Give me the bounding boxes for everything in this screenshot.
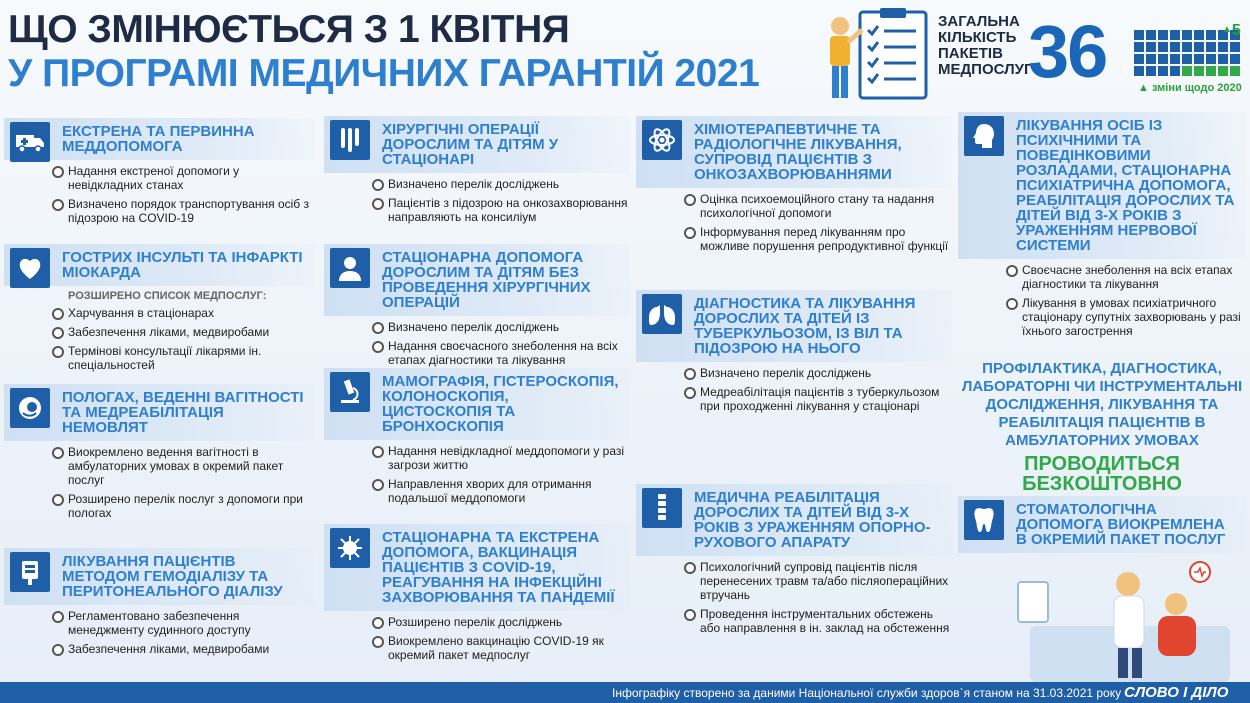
doctor-patient-illustration xyxy=(1010,556,1246,682)
bullet-item: Визначено перелік досліджень xyxy=(372,320,630,334)
bullet-item: Виокремлено ведення вагітності в амбулаторних умовах в окремий пакет послуг xyxy=(52,445,314,487)
free-services-highlight: ПРОВОДИТЬСЯ БЕЗКОШТОВНО xyxy=(1022,453,1182,495)
section-header xyxy=(324,524,630,611)
bullet-item: Медреабілітація пацієнтів з туберкульозом при проходженні лікування у стаціонарі xyxy=(684,385,952,413)
package-cell xyxy=(1146,42,1156,52)
virus-icon xyxy=(330,528,370,568)
package-cell xyxy=(1146,30,1156,40)
package-cell xyxy=(1218,42,1228,52)
bullet-item: Направлення хворих для отримання подальшої меддопомоги xyxy=(372,477,630,505)
package-cell xyxy=(1218,54,1228,64)
checklist-illustration-icon xyxy=(818,6,930,102)
bullet-list xyxy=(636,556,952,635)
section-header xyxy=(324,116,630,173)
bullet-list xyxy=(4,302,314,372)
bullet-list xyxy=(324,173,630,224)
bullet-list xyxy=(4,441,314,520)
section-header xyxy=(4,244,314,286)
spine-icon xyxy=(642,488,682,528)
section-title: ДІАГНОСТИКА ТА ЛІКУВАННЯ ДОРОСЛИХ ТА ДІТЕЙ ІЗ ТУБЕРКУЛЬОЗОМ, ІЗ ВІЛ ТА ПІДОЗРОЮ НА НЬОГО xyxy=(694,295,916,357)
bullet-item: Харчування в стаціонарах xyxy=(52,306,314,320)
package-cell xyxy=(1134,66,1144,76)
package-cell xyxy=(1170,42,1180,52)
new-packages-count: 5 xyxy=(1231,22,1241,39)
package-cell xyxy=(1206,54,1216,64)
bullet-item: Надання невідкладної меддопомоги у разі загрози життю xyxy=(372,444,630,472)
bullet-item: Виокремлено вакцинацію COVID-19 як окремий пакет медпослуг xyxy=(372,634,630,662)
bullet-list xyxy=(958,259,1246,338)
total-label-line: ЗАГАЛЬНА xyxy=(938,13,1020,30)
bullet-list xyxy=(4,160,314,225)
total-label-line: МЕДПОСЛУГ xyxy=(938,61,1033,78)
new-packages-badge xyxy=(1222,22,1241,40)
section-header xyxy=(324,244,630,316)
package-cell xyxy=(1146,54,1156,64)
bullet-item: Розширено перелік досліджень xyxy=(372,615,630,629)
total-label-line: ПАКЕТІВ xyxy=(938,45,1003,62)
bullet-item: Лікування в умовах психіатричного стаціонару супутніх захворювань у разі їхнього загострення xyxy=(1006,296,1246,338)
package-cell xyxy=(1158,30,1168,40)
brand-logo: СЛОВО І ДІЛО xyxy=(1124,684,1229,701)
section-title: ЕКСТРЕНА ТА ПЕРВИННА МЕДДОПОМОГА xyxy=(62,123,255,155)
package-cell xyxy=(1170,30,1180,40)
package-cell xyxy=(1194,66,1204,76)
bullet-list xyxy=(324,611,630,662)
bullet-item: Проведення інструментальних обстежень або направлення в ін. заклад на обстеження xyxy=(684,607,952,635)
package-cell xyxy=(1206,30,1216,40)
ambulance-icon xyxy=(10,122,50,162)
section-title: ЛІКУВАННЯ ОСІБ ІЗ ПСИХІЧНИМИ ТА ПОВЕДІНКОВИМИ РОЗЛАДАМИ, СТАЦІОНАРНА ПСИХІАТРИЧНА ДОПОМОГА, РЕАБІЛІТАЦІЯ ДОРОСЛИХ ТА ДІТЕЙ ВІД 3-Х РОКІВ З УРАЖЕННЯМ НЕРВОВОЇ СИСТЕМИ xyxy=(1016,117,1235,254)
package-cell xyxy=(1182,30,1192,40)
free-services-block xyxy=(958,360,1246,494)
bullet-item: Визначено перелік досліджень xyxy=(684,366,952,380)
section-tb xyxy=(636,290,952,418)
bullet-item: Оцінка психоемоційного стану та надання психологічної допомоги xyxy=(684,192,952,220)
bullet-item: Надання екстреної допомоги у невідкладних станах xyxy=(52,164,314,192)
section-header xyxy=(958,112,1246,259)
section-header xyxy=(4,384,314,441)
bullet-item: Надання своєчасного знеболення на всіх етапах діагностики та лікування xyxy=(372,339,630,367)
section-emergency xyxy=(4,118,314,230)
package-cell xyxy=(1218,66,1228,76)
section-rehab xyxy=(636,484,952,640)
baby-icon xyxy=(10,388,50,428)
package-cell xyxy=(1134,42,1144,52)
package-cell xyxy=(1194,30,1204,40)
section-mental xyxy=(958,112,1246,343)
package-cell xyxy=(1146,66,1156,76)
bullet-item: Забезпечення ліками, медвиробами xyxy=(52,642,314,656)
up-triangle-icon: ▲ xyxy=(1222,24,1232,35)
total-packages-number: 36 xyxy=(1028,10,1107,93)
package-cell xyxy=(1134,30,1144,40)
bullet-item: Регламентовано забезпечення менеджменту судинного доступу xyxy=(52,609,314,637)
section-title: МЕДИЧНА РЕАБІЛІТАЦІЯ ДОРОСЛИХ ТА ДІТЕЙ ВІД 3-Х РОКІВ З УРАЖЕННЯМ ОПОРНО-РУХОВОГО АПАРАТУ xyxy=(694,489,931,551)
bullet-list xyxy=(636,188,952,253)
bullet-item: Пацієнтів з підозрою на онкозахворювання направляють на консиліум xyxy=(372,196,630,224)
bullet-item: Термінові консультації лікарями ін. спеціальностей xyxy=(52,344,314,372)
package-cell xyxy=(1158,54,1168,64)
package-cell xyxy=(1230,66,1240,76)
section-title: СТАЦІОНАРНА ТА ЕКСТРЕНА ДОПОМОГА, ВАКЦИНАЦІЯ ПАЦІЄНТІВ З COVID-19, РЕАГУВАННЯ НА ІНФЕКЦІЙНІ ЗАХВОРЮВАННЯ ТА ПАНДЕМІЇ xyxy=(382,529,615,606)
section-header xyxy=(4,118,314,160)
package-cell xyxy=(1194,42,1204,52)
bullet-item: Психологічний супровід пацієнтів після перенесених травм та/або післяопераційних втручань xyxy=(684,560,952,602)
section-header xyxy=(636,290,952,362)
section-title: ХІРУРГІЧНІ ОПЕРАЦІЇ ДОРОСЛИМ ТА ДІТЯМ У СТАЦІОНАРІ xyxy=(382,121,559,168)
bullet-item: Своєчасне знеболення на всіх етапах діагностики та лікування xyxy=(1006,263,1246,291)
bullet-item: Забезпечення ліками, медвиробами xyxy=(52,325,314,339)
section-header xyxy=(636,116,952,188)
section-covid xyxy=(324,524,630,667)
section-title: ЛІКУВАННЯ ПАЦІЄНТІВ МЕТОДОМ ГЕМОДІАЛІЗУ ТА ПЕРИТОНЕАЛЬНОГО ДІАЛІЗУ xyxy=(62,553,283,600)
doctor-icon xyxy=(330,248,370,288)
package-cell xyxy=(1182,54,1192,64)
section-subnote: РОЗШИРЕНО СПИСОК МЕДПОСЛУГ: xyxy=(68,290,267,302)
heart-icon xyxy=(10,248,50,288)
title-line-1: ЩО ЗМІНЮЄТЬСЯ З 1 КВІТНЯ xyxy=(8,8,570,51)
package-cell xyxy=(1182,42,1192,52)
package-cell xyxy=(1170,66,1180,76)
bullet-item: Інформування перед лікуванням про можливе порушення репродуктивної функції xyxy=(684,225,952,253)
section-stroke xyxy=(4,244,314,377)
section-childbirth xyxy=(4,384,314,525)
section-title: ПОЛОГАХ, ВЕДЕННІ ВАГІТНОСТІ ТА МЕДРЕАБІЛІТАЦІЯ НЕМОВЛЯТ xyxy=(62,389,304,436)
surgical-tools-icon xyxy=(330,120,370,160)
section-header xyxy=(636,484,952,556)
head-icon xyxy=(964,116,1004,156)
tooth-icon xyxy=(964,500,1004,540)
section-title: СТОМАТОЛОГІЧНА ДОПОМОГА ВИОКРЕМЛЕНА В ОКРЕМИЙ ПАКЕТ ПОСЛУГ xyxy=(1016,501,1226,548)
bullet-item: Визначено перелік досліджень xyxy=(372,177,630,191)
package-cell xyxy=(1134,54,1144,64)
package-cell xyxy=(1230,42,1240,52)
package-cell xyxy=(1230,54,1240,64)
section-title: МАМОГРАФІЯ, ГІСТЕРОСКОПІЯ, КОЛОНОСКОПІЯ, ЦИСТОСКОПІЯ ТА БРОНХОСКОПІЯ xyxy=(382,373,619,435)
dialysis-bag-icon xyxy=(10,552,50,592)
total-packages-label xyxy=(938,14,1032,78)
changes-note: ▲ зміни щодо 2020 xyxy=(1138,82,1242,94)
section-title: СТАЦІОНАРНА ДОПОМОГА ДОРОСЛИМ ТА ДІТЯМ БЕЗ ПРОВЕДЕННЯ ХІРУРГІЧНИХ ОПЕРАЦІЙ xyxy=(382,249,591,311)
package-cell xyxy=(1170,54,1180,64)
total-label-line: КІЛЬКІСТЬ xyxy=(938,29,1017,46)
lungs-icon xyxy=(642,294,682,334)
section-header xyxy=(4,548,314,605)
section-header xyxy=(958,496,1246,553)
section-dental xyxy=(958,496,1246,553)
bullet-list xyxy=(324,440,630,505)
title-line-2: У ПРОГРАМІ МЕДИЧНИХ ГАРАНТІЙ 2021 xyxy=(8,52,760,95)
package-cell xyxy=(1206,42,1216,52)
package-cell xyxy=(1206,66,1216,76)
section-inpatient xyxy=(324,244,630,372)
free-services-text: ПРОФІЛАКТИКА, ДІАГНОСТИКА, ЛАБОРАТОРНІ ЧИ ІНСТРУМЕНТАЛЬНІ ДОСЛІДЖЕННЯ, ЛІКУВАННЯ ТА РЕАБІЛІТАЦІЯ ПАЦІЄНТІВ В АМБУЛАТОРНИХ УМОВАХ xyxy=(961,360,1243,449)
section-title: ХІМІОТЕРАПЕВТИЧНЕ ТА РАДІОЛОГІЧНЕ ЛІКУВАННЯ, СУПРОВІД ПАЦІЄНТІВ З ОНКОЗАХВОРЮВАННЯМИ xyxy=(694,121,902,183)
bullet-list xyxy=(4,605,314,656)
section-chemo xyxy=(636,116,952,258)
section-surgery xyxy=(324,116,630,229)
page-title xyxy=(8,8,759,96)
footer xyxy=(0,682,1250,703)
bullet-list xyxy=(636,362,952,413)
package-cell xyxy=(1182,66,1192,76)
package-cell xyxy=(1194,54,1204,64)
section-dialysis xyxy=(4,548,314,661)
bullet-list xyxy=(324,316,630,367)
microscope-icon xyxy=(330,372,370,412)
section-header xyxy=(324,368,630,440)
atom-icon xyxy=(642,120,682,160)
section-title: ГОСТРИХ ІНСУЛЬТІ ТА ІНФАРКТІ МІОКАРДА xyxy=(62,249,303,281)
section-mammography xyxy=(324,368,630,510)
bullet-item: Визначено порядок транспортування осіб з підозрою на COVID-19 xyxy=(52,197,314,225)
package-cell xyxy=(1158,42,1168,52)
bullet-item: Розширено перелік послуг з допомоги при пологах xyxy=(52,492,314,520)
footer-source-note: Інфографіку створено за даними Національної служби здоров`я станом на 31.03.2021 року xyxy=(612,686,1122,700)
package-cell xyxy=(1158,66,1168,76)
